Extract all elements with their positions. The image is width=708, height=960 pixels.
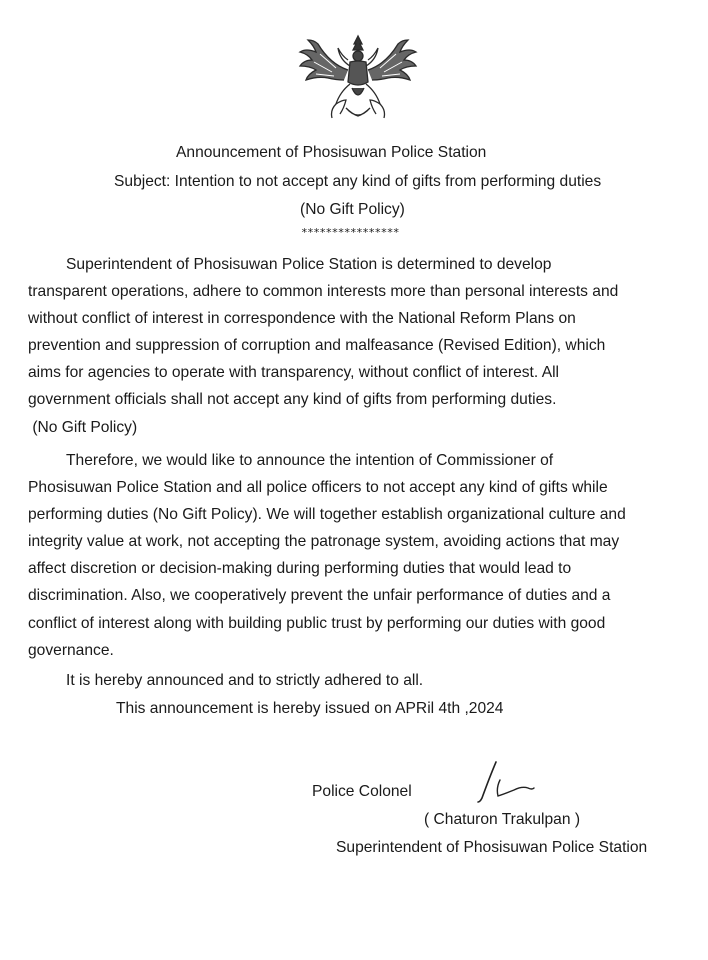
signatory-position: Superintendent of Phosisuwan Police Station <box>336 839 648 856</box>
paragraph-line: affect discretion or decision-making during performing duties that would lead to <box>28 560 572 578</box>
paragraph-line: Therefore, we would like to announce the intention of Commissioner of <box>66 452 554 469</box>
paragraph-line: Superintendent of Phosisuwan Police Station is determined to develop <box>66 256 552 273</box>
paragraph-line: integrity value at work, not accepting the patronage system, avoiding actions that may <box>28 533 620 551</box>
closing-statement: It is hereby announced and to strictly adhered to all. <box>66 672 424 689</box>
separator: **************** <box>301 226 399 239</box>
paragraph-line: aims for agencies to operate with transparency, without conflict of interest. All <box>28 364 560 382</box>
paragraph-2 <box>28 447 688 664</box>
paragraph-line: governance. <box>28 641 114 659</box>
paragraph-line: conflict of interest along with building public trust by performing our duties with good <box>28 614 606 632</box>
paragraph-line: government officials shall not accept any kind of gifts from performing duties. <box>28 391 557 409</box>
paragraph-line: (No Gift Policy) <box>28 418 138 436</box>
signatory-name: ( Chaturon Trakulpan ) <box>424 811 581 828</box>
garuda-emblem-icon <box>296 30 420 122</box>
announcement-subject: Subject: Intention to not accept any kind of gifts from performing duties <box>114 173 602 190</box>
policy-label: (No Gift Policy) <box>300 201 405 218</box>
paragraph-line: Phosisuwan Police Station and all police officers to not accept any kind of gifts while <box>28 479 608 497</box>
announcement-title: Announcement of Phosisuwan Police Station <box>176 144 487 161</box>
paragraph-line: discrimination. Also, we cooperatively prevent the unfair performance of duties and a <box>28 587 611 605</box>
paragraph-line: transparent operations, adhere to common interests more than personal interests and <box>28 283 619 301</box>
signatory-rank: Police Colonel <box>312 783 412 800</box>
handwritten-signature <box>474 758 538 806</box>
paragraph-line: performing duties (No Gift Policy). We will together establish organizational culture and <box>28 506 626 524</box>
issue-date-statement: This announcement is hereby issued on APRil 4th ,2024 <box>116 700 504 717</box>
paragraph-1 <box>28 251 688 441</box>
paragraph-line: prevention and suppression of corruption and malfeasance (Revised Edition), which <box>28 337 606 355</box>
paragraph-line: without conflict of interest in correspondence with the National Reform Plans on <box>28 310 576 328</box>
